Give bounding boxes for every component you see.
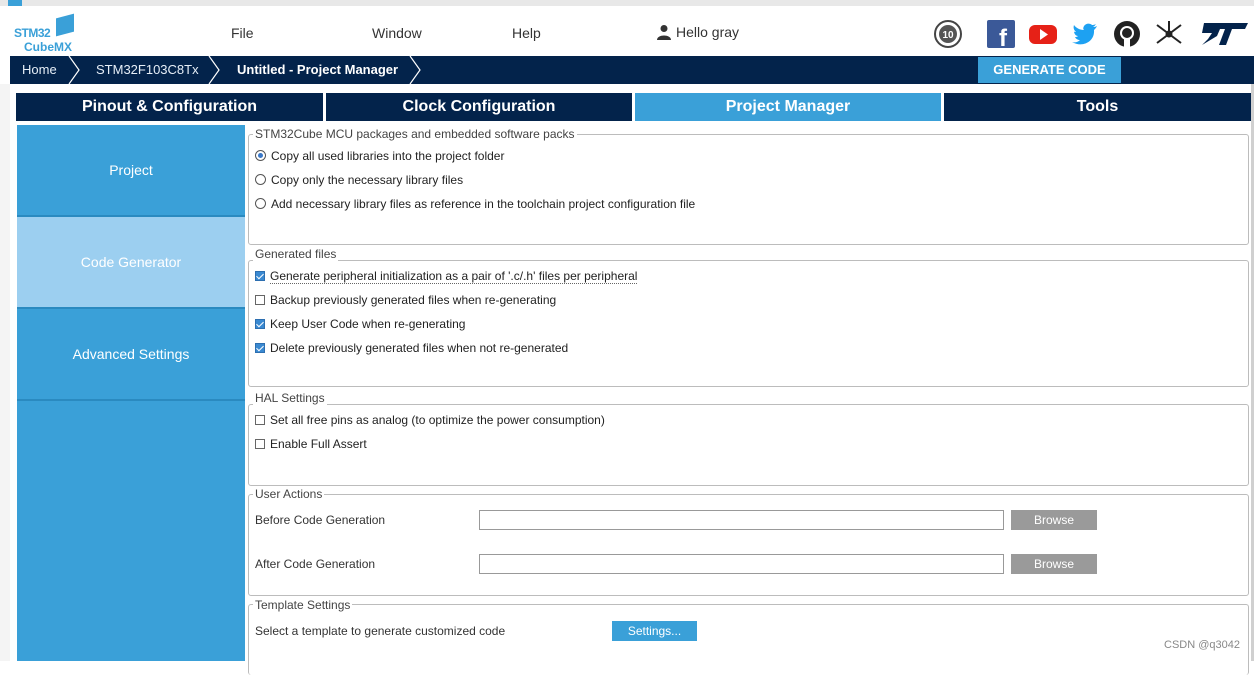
checkbox-free-pins-analog[interactable]	[255, 412, 605, 428]
checkbox[interactable]	[255, 271, 265, 281]
radio-button[interactable]	[255, 198, 266, 209]
brand-line2: CubeMX	[24, 40, 72, 54]
menu-help[interactable]: Help	[512, 25, 541, 41]
checkbox-keep-user-code[interactable]	[255, 316, 465, 332]
checkbox-full-assert[interactable]	[255, 436, 367, 452]
sidebar	[17, 125, 245, 661]
tab-pinout-configuration[interactable]: Pinout & Configuration	[16, 93, 323, 121]
facebook-icon[interactable]	[986, 19, 1016, 49]
chevron-right-icon	[207, 56, 221, 84]
checkbox-delete-files[interactable]	[255, 340, 568, 356]
template-settings-group	[248, 604, 1249, 675]
watermark: CSDN @q3042	[1164, 639, 1240, 651]
before-generation-label: Before Code Generation	[255, 513, 386, 527]
svg-text:f: f	[999, 25, 1007, 49]
hal-settings-group-title: HAL Settings	[255, 391, 325, 405]
checkbox[interactable]	[255, 439, 265, 449]
option-label: Keep User Code when re-generating	[270, 317, 466, 331]
brand-line1: STM32	[14, 26, 51, 40]
radio-button[interactable]	[255, 150, 266, 161]
radio-button[interactable]	[255, 174, 266, 185]
checkbox-backup-files[interactable]	[255, 292, 556, 308]
user-menu[interactable]	[656, 24, 739, 40]
anniversary-10-icon[interactable]	[933, 19, 963, 49]
option-label: Enable Full Assert	[270, 437, 367, 451]
sidebar-divider	[17, 399, 245, 401]
st-logo-icon[interactable]	[1198, 19, 1250, 49]
checkbox[interactable]	[255, 319, 265, 329]
sidebar-item-advanced-settings[interactable]: Advanced Settings	[72, 346, 190, 362]
checkbox[interactable]	[255, 295, 265, 305]
radio-add-reference[interactable]	[255, 196, 695, 212]
github-icon[interactable]	[1112, 19, 1142, 49]
option-label: Delete previously generated files when not re-generated	[270, 341, 569, 355]
option-label: Set all free pins as analog (to optimize the power consumption)	[270, 413, 605, 427]
generated-files-group-title: Generated files	[255, 247, 337, 261]
after-browse-button[interactable]: Browse	[1011, 554, 1097, 574]
youtube-icon[interactable]	[1028, 19, 1058, 49]
cube-icon	[56, 14, 74, 37]
app-header	[0, 6, 1254, 56]
template-settings-button[interactable]: Settings...	[612, 621, 697, 641]
cubemx-logo[interactable]	[14, 16, 78, 56]
option-label: Backup previously generated files when re-generating	[270, 293, 557, 307]
option-label: Copy all used libraries into the project folder	[271, 149, 505, 163]
checkbox[interactable]	[255, 343, 265, 353]
radio-copy-all[interactable]	[255, 148, 504, 164]
option-label: Generate peripheral initialization as a pair of '.c/.h' files per peripheral	[270, 269, 638, 283]
option-label: Add necessary library files as reference in the toolchain project configuration file	[271, 197, 696, 211]
generate-code-button[interactable]: GENERATE CODE	[978, 57, 1121, 83]
packages-group-title: STM32Cube MCU packages and embedded software packs	[255, 127, 575, 141]
radio-copy-necessary[interactable]	[255, 172, 463, 188]
background-window-strip	[0, 84, 10, 661]
option-label: Copy only the necessary library files	[271, 173, 464, 187]
svg-text:10: 10	[942, 30, 954, 41]
twitter-icon[interactable]	[1070, 19, 1100, 49]
tab-project-manager[interactable]: Project Manager	[635, 93, 941, 121]
menu-file[interactable]: File	[231, 25, 254, 41]
sidebar-item-project[interactable]: Project	[109, 162, 153, 178]
user-actions-group-title: User Actions	[255, 487, 323, 501]
template-settings-group-title: Template Settings	[255, 598, 351, 612]
after-generation-input[interactable]	[479, 554, 1004, 574]
breadcrumb-device[interactable]: STM32F103C8Tx	[96, 62, 199, 77]
sidebar-item-code-generator[interactable]: Code Generator	[17, 217, 245, 307]
after-generation-label: After Code Generation	[255, 557, 376, 571]
before-browse-button[interactable]: Browse	[1011, 510, 1097, 530]
breadcrumb-home[interactable]: Home	[22, 62, 57, 77]
checkbox-generate-pair[interactable]	[255, 268, 637, 284]
before-generation-input[interactable]	[479, 510, 1004, 530]
template-label: Select a template to generate customized code	[255, 624, 506, 638]
user-icon	[656, 24, 672, 40]
tab-clock-configuration[interactable]: Clock Configuration	[326, 93, 632, 121]
menu-window[interactable]: Window	[372, 25, 422, 41]
checkbox[interactable]	[255, 415, 265, 425]
chevron-right-icon	[67, 56, 81, 84]
breadcrumb-project[interactable]: Untitled - Project Manager	[237, 62, 399, 77]
chevron-right-icon	[408, 56, 422, 84]
network-icon[interactable]	[1154, 19, 1184, 49]
main-tabs	[16, 93, 1251, 121]
user-greeting: Hello gray	[676, 24, 740, 40]
tab-tools[interactable]: Tools	[944, 93, 1251, 121]
